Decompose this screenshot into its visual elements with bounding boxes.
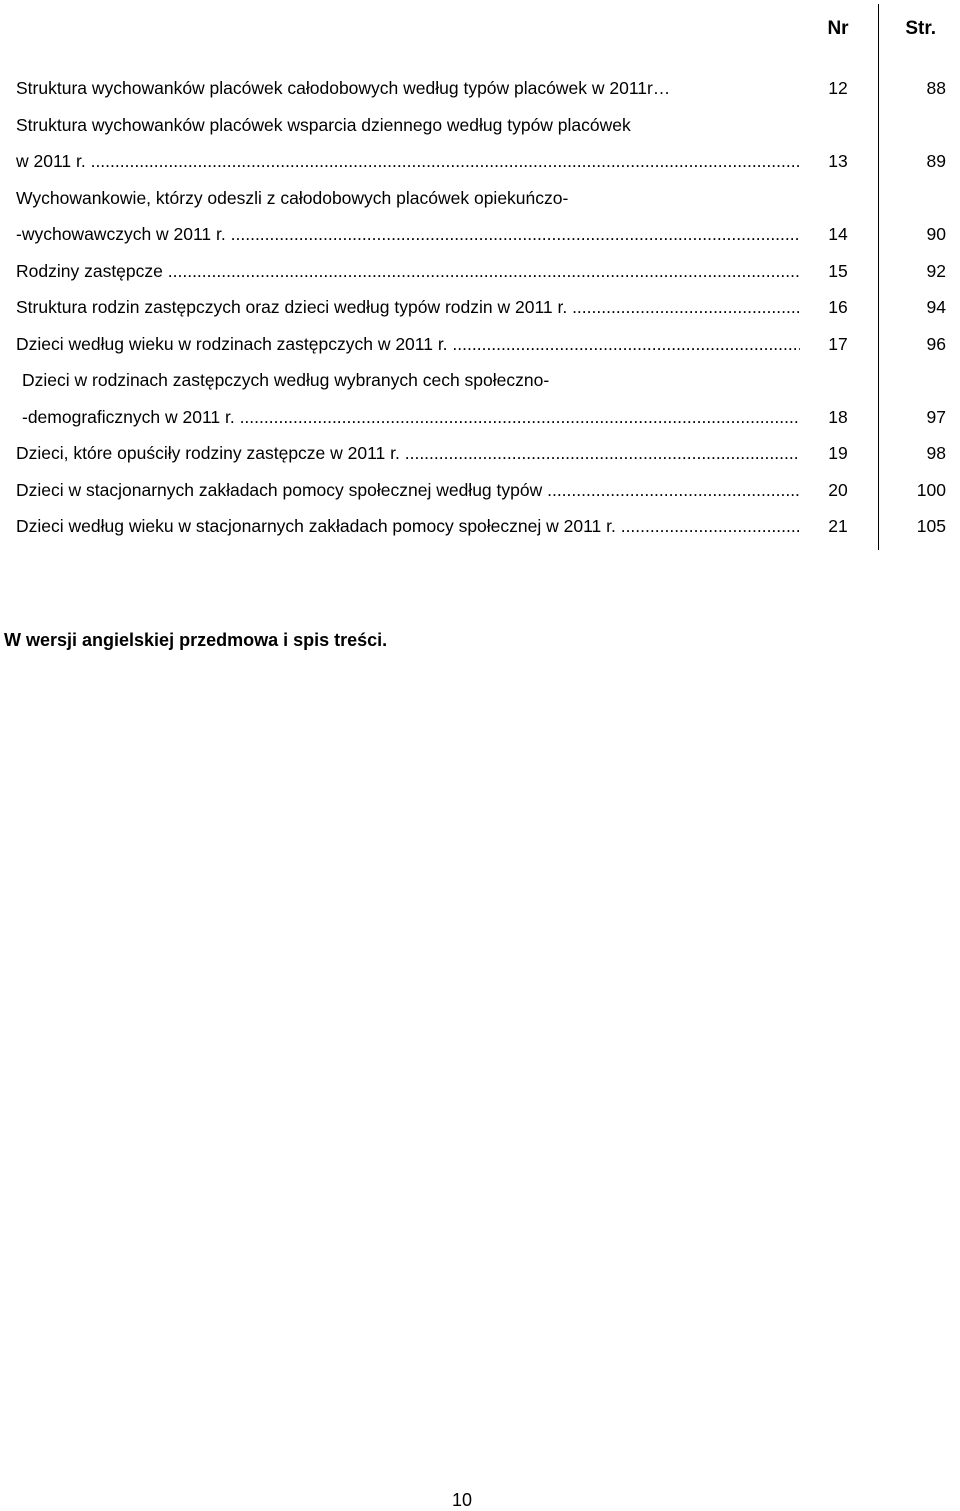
- toc-line: [0, 107, 960, 144]
- toc-entry-page: 90: [926, 224, 946, 244]
- toc-entry-title: Struktura rodzin zastępczych oraz dzieci według typów rodzin w 2011 r. .....: [16, 289, 800, 326]
- toc-entry-title: Dzieci według wieku w rodzinach zastępczych w 2011 r. .....: [16, 326, 800, 363]
- toc-entry-title: w 2011 r. .....: [16, 143, 800, 180]
- toc-line: [0, 143, 960, 180]
- page-number: 10: [451, 1490, 473, 1510]
- toc-entry-page: 100: [916, 479, 946, 500]
- toc-entry-page: 92: [926, 260, 946, 281]
- toc-line: [0, 435, 960, 472]
- toc-entry-nr: 15: [828, 260, 848, 281]
- toc-line: [0, 326, 960, 363]
- toc-line: [0, 399, 960, 436]
- toc-line: [0, 216, 960, 253]
- toc-line: [0, 180, 960, 217]
- toc-entry-page: 97: [926, 406, 946, 427]
- toc-entry-title: -wychowawczych w 2011 r. .....: [16, 216, 800, 253]
- toc-entry-page: 89: [926, 151, 946, 171]
- toc-entry-title: Struktura wychowanków placówek wsparcia dziennego według typów placówek: [16, 114, 631, 135]
- toc-entry-nr: 19: [828, 443, 848, 463]
- toc-header-str: Str.: [905, 18, 936, 39]
- toc-entry-page: 105: [916, 516, 946, 536]
- toc-entry-nr: 13: [828, 151, 848, 171]
- toc-entry-nr: 21: [828, 516, 848, 536]
- toc-entry-page: 88: [926, 78, 946, 98]
- toc-line: [0, 289, 960, 326]
- toc-entry-page: 96: [926, 333, 946, 354]
- toc-entry-title: Rodziny zastępcze .....: [16, 253, 800, 290]
- toc-entry-title: Wychowankowie, którzy odeszli z całodobowych placówek opiekuńczo-: [16, 187, 569, 208]
- toc-entry-page: 94: [926, 297, 946, 317]
- toc-line: [0, 508, 960, 545]
- toc-entry-nr: 18: [828, 406, 848, 427]
- toc-line: [0, 253, 960, 290]
- toc-entry-title: Dzieci w stacjonarnych zakładach pomocy społecznej według typów .....: [16, 472, 800, 509]
- toc-entry-title: Dzieci w rodzinach zastępczych według wybranych cech społeczno-: [22, 370, 550, 390]
- toc-entry-nr: 20: [828, 479, 848, 500]
- toc-line: [0, 472, 960, 509]
- table-of-contents: [0, 70, 960, 545]
- toc-entry-title: -demograficznych w 2011 r. .....: [22, 399, 800, 436]
- toc-entry-nr: 12: [828, 78, 848, 98]
- toc-entry-title: Struktura wychowanków placówek całodobowych według typów placówek w 2011r…: [16, 78, 671, 98]
- toc-line: [0, 362, 960, 399]
- toc-entry-nr: 14: [828, 224, 848, 244]
- toc-line: [0, 70, 960, 107]
- toc-entry-nr: 17: [828, 333, 848, 354]
- english-version-note: W wersji angielskiej przedmowa i spis treści.: [4, 630, 388, 650]
- toc-entry-page: 98: [926, 443, 946, 463]
- toc-entry-title: Dzieci według wieku w stacjonarnych zakładach pomocy społecznej w 2011 r. .....: [16, 508, 800, 545]
- toc-entry-nr: 16: [828, 297, 848, 317]
- toc-header-nr: Nr: [827, 18, 849, 39]
- toc-entry-title: Dzieci, które opuściły rodziny zastępcze w 2011 r. .....: [16, 435, 800, 472]
